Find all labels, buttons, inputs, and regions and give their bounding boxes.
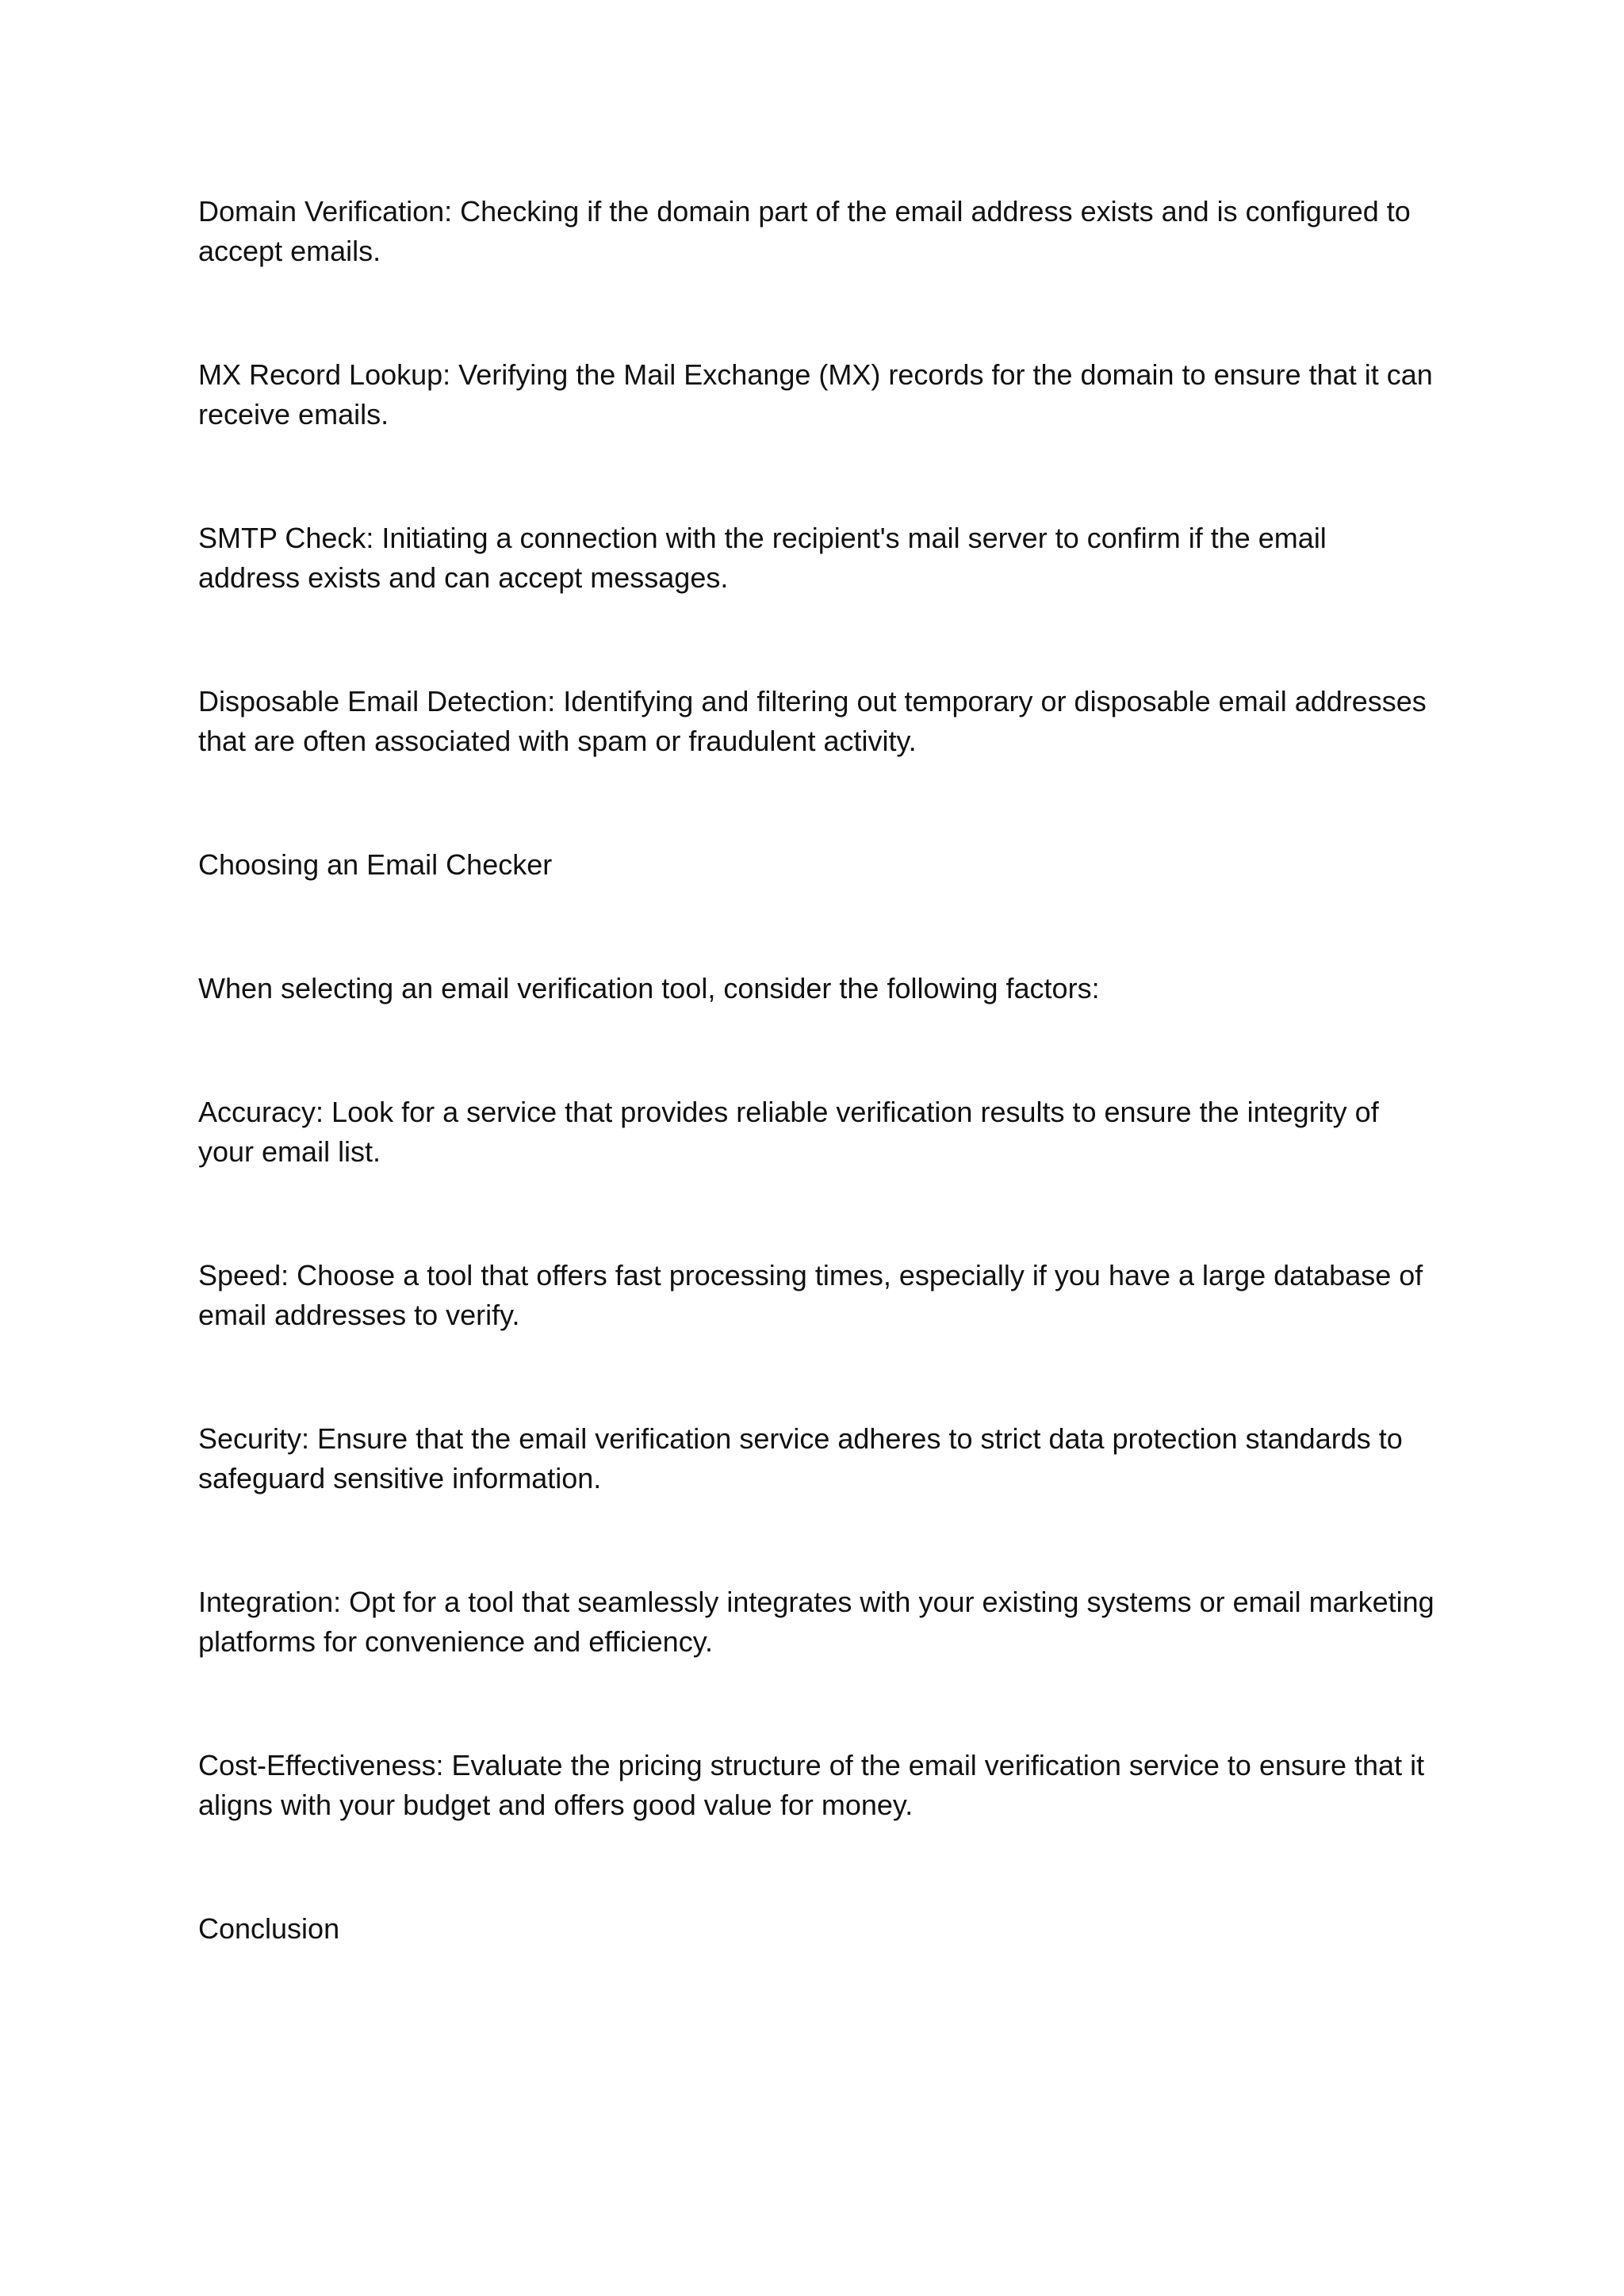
section-heading-conclusion: Conclusion [198,1912,340,1945]
paragraph-accuracy: Accuracy: Look for a service that provides reliable verification results to ensure the integrity of your email list. [198,1096,1379,1168]
document-body [198,192,1435,1949]
section-heading-choosing-email-checker: Choosing an Email Checker [198,848,553,881]
paragraph-security: Security: Ensure that the email verification service adheres to strict data protection standards to safeguard sensitive information. [198,1422,1403,1494]
paragraph-cost-effectiveness: Cost-Effectiveness: Evaluate the pricing structure of the email verification service to ensure that it aligns with your budget and offers good value for money. [198,1749,1425,1821]
paragraph-selection-intro: When selecting an email verification tool, consider the following factors: [198,972,1100,1004]
paragraph-speed: Speed: Choose a tool that offers fast processing times, especially if you have a large database of email addresses to verify. [198,1259,1423,1331]
paragraph-disposable-email-detection: Disposable Email Detection: Identifying and filtering out temporary or disposable email addresses that are often associated with spam or fraudulent activity. [198,685,1427,757]
paragraph-integration: Integration: Opt for a tool that seamlessly integrates with your existing systems or email marketing platforms for convenience and efficiency. [198,1586,1434,1658]
paragraph-smtp-check: SMTP Check: Initiating a connection with the recipient's mail server to confirm if the email address exists and can accept messages. [198,522,1327,594]
paragraph-domain-verification: Domain Verification: Checking if the domain part of the email address exists and is configured to accept emails. [198,195,1411,267]
paragraph-mx-record-lookup: MX Record Lookup: Verifying the Mail Exchange (MX) records for the domain to ensure that it can receive emails. [198,358,1433,430]
